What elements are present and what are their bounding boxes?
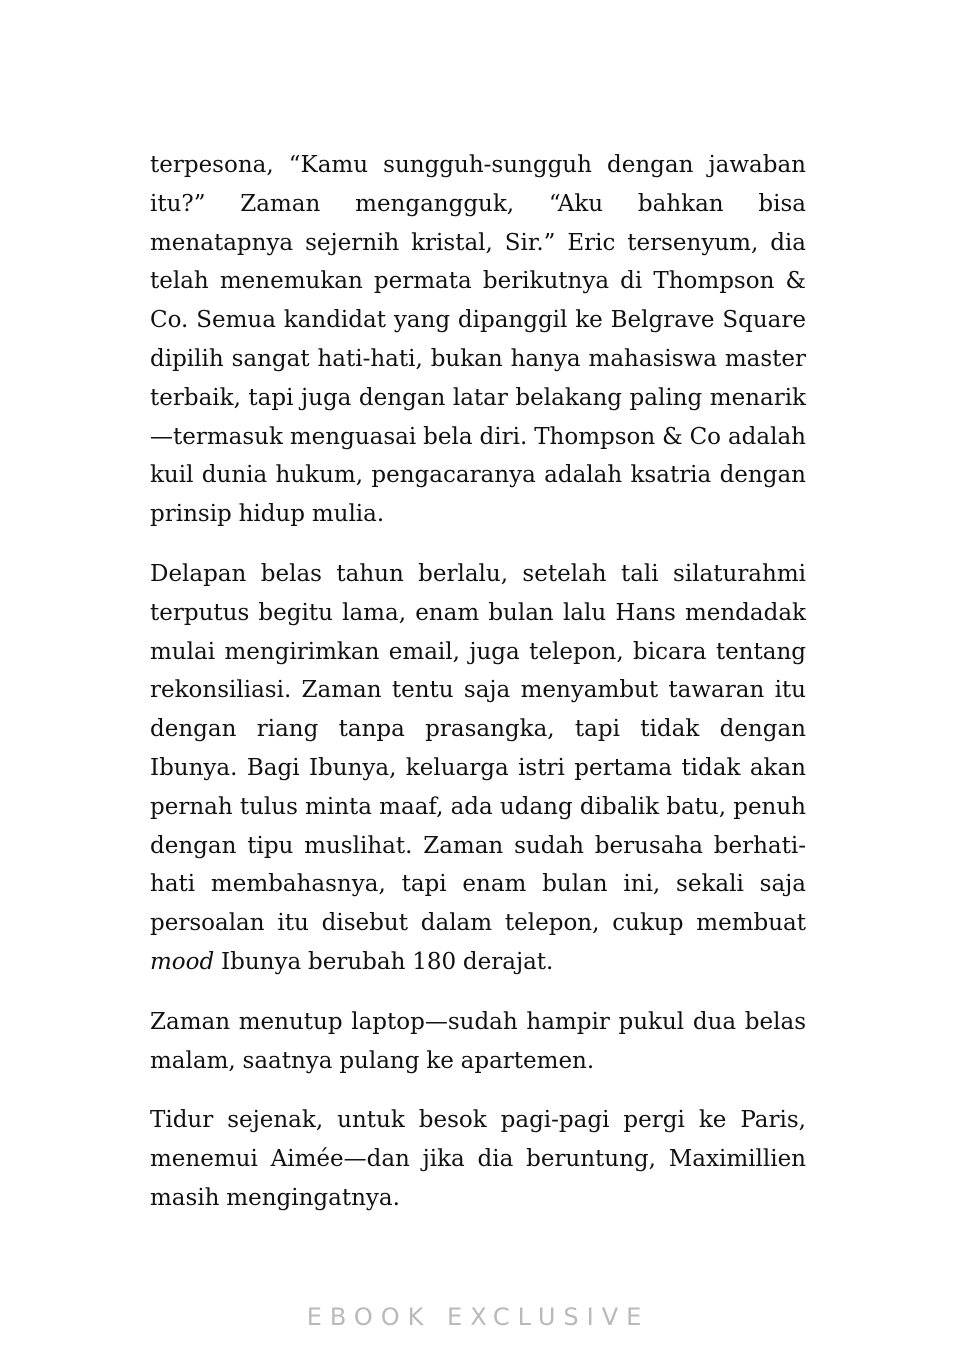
paragraph-spacer <box>150 1080 806 1101</box>
paragraph-2 <box>150 555 806 982</box>
paragraph-2-text-before: Delapan belas tahun berlalu, setelah tali silaturahmi terputus begitu lama, enam bulan lalu Hans mendadak mulai mengirimkan email, juga telepon, bicara tentang rekonsiliasi. Zaman tentu saja menyambut tawaran itu dengan riang tanpa prasangka, tapi tidak dengan Ibunya. Bagi Ibunya, keluarga istri pertama tidak akan pernah tulus minta maaf, ada udang dibalik batu, penuh dengan tipu muslihat. Zaman sudah berusaha berhati-hati membahasnya, tapi enam bulan ini, sekali saja persoalan itu disebut dalam telepon, cukup membuat <box>150 560 806 937</box>
paragraph-spacer <box>150 982 806 1003</box>
paragraph-spacer <box>150 534 806 555</box>
paragraph-2-italic-word: mood <box>150 948 215 975</box>
footer-ebook-exclusive: EBOOK EXCLUSIVE <box>306 1303 650 1331</box>
document-body <box>150 146 806 1218</box>
paragraph-2-text-after: Ibunya berubah 180 derajat. <box>214 948 554 975</box>
paragraph-4: Tidur sejenak, untuk besok pagi-pagi pergi ke Paris, menemui Aimée—dan jika dia beruntung, Maximillien masih mengingatnya. <box>150 1107 806 1211</box>
paragraph-1: terpesona, “Kamu sungguh-sungguh dengan jawaban itu?” Zaman mengangguk, “Aku bahkan bisa menatapnya sejernih kristal, Sir.” Eric tersenyum, dia telah menemukan permata berikutnya di Thompson & Co. Semua kandidat yang dipanggil ke Belgrave Square dipilih sangat hati-hati, bukan hanya mahasiswa master terbaik, tapi juga dengan latar belakang paling menarik—termasuk menguasai bela diri. Thompson & Co adalah kuil dunia hukum, pengacaranya adalah ksatria dengan prinsip hidup mulia. <box>150 152 806 528</box>
paragraph-3: Zaman menutup laptop—sudah hampir pukul dua belas malam, saatnya pulang ke apartemen. <box>150 1008 806 1074</box>
